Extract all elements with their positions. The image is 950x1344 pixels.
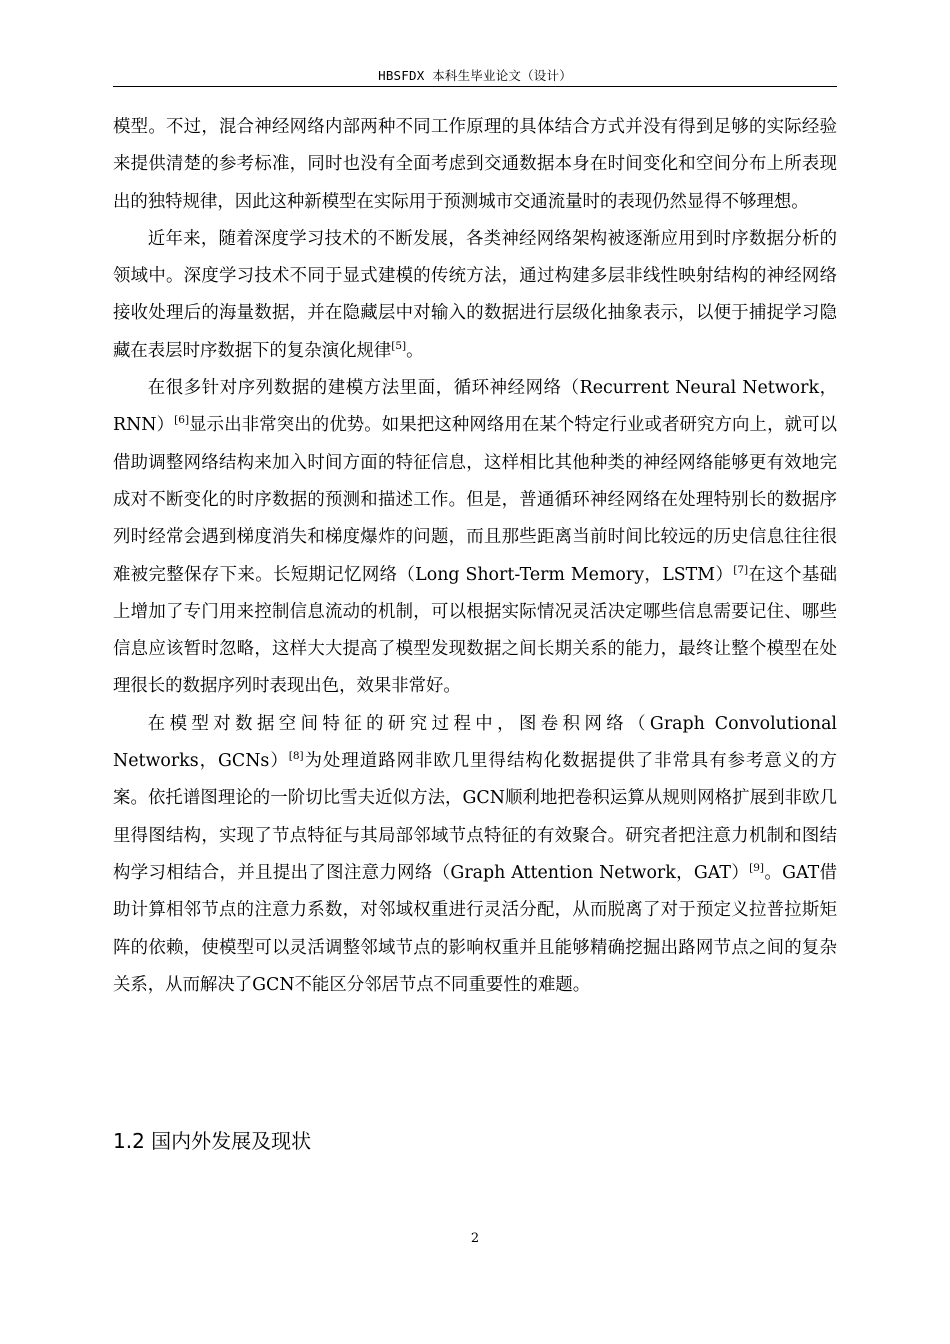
paragraph-2-end: 。 [406,340,424,361]
paragraph-2-text: 近年来，随着深度学习技术的不断发展，各类神经网络架构被逐渐应用到时序数据分析的领域中。深度学习技术不同于显式建模的传统方法，通过构建多层非线性映射结构的神经网络接收处理后的海量数据，并在隐藏层中对输入的数据进行层级化抽象表示，以便于捕捉学习隐藏在表层时序数据下的复杂演化规律 [113,228,837,361]
paragraph-4-text-a: 在模型对数据空间特征的研究过程中，图卷积网络（Graph Convolutional Networks，GCNs） [113,713,837,772]
citation-5: [5] [391,339,407,352]
paragraph-3-text-b: 显示出非常突出的优势。如果把这种网络用在某个特定行业或者研究方向上，就可以借助调整网络结构来加入时间方面的特征信息，这样相比其他种类的神经网络能够更有效地完成对不断变化的时序数据的预测和描述工作。但是，普通循环神经网络在处理特别长的数据序列时经常会遇到梯度消失和梯度爆炸的问题，而且那些距离当前时间比较远的历史信息往往很难被完整保存下来。长短期记忆网络（Long Short-Term Memory，LSTM） [113,415,837,585]
paragraph-1 [113,109,837,221]
paragraph-3 [113,370,837,706]
paragraph-4 [113,706,837,1004]
citation-6: [6] [174,414,190,427]
paragraph-4-text-b: 为处理道路网非欧几里得结构化数据提供了非常具有参考意义的方案。依托谱图理论的一阶切比雪夫近似方法，GCN顺利地把卷积运算从规则网格扩展到非欧几里得图结构，实现了节点特征与其局部邻域节点特征的有效聚合。研究者把注意力机制和图结构学习相结合，并且提出了图注意力网络（Graph Attention Network，GAT） [113,751,837,883]
section-heading: 1.2 国内外发展及现状 [113,1129,312,1153]
paragraph-4-text-c: 。GAT借助计算相邻节点的注意力系数，对邻域权重进行灵活分配，从而脱离了对于预定义拉普拉斯矩阵的依赖，使模型可以灵活调整邻域节点的影响权重并且能够精确挖掘出路网节点之间的复杂关系，从而解决了GCN不能区分邻居节点不同重要性的难题。 [113,862,837,995]
paragraph-3-text-c: 在这个基础上增加了专门用来控制信息流动的机制，可以根据实际情况灵活决定哪些信息需要记住、哪些信息应该暂时忽略，这样大大提高了模型发现数据之间长期关系的能力，最终让整个模型在处理很长的数据序列时表现出色，效果非常好。 [113,564,837,697]
paragraph-1-text: 模型。不过，混合神经网络内部两种不同工作原理的具体结合方式并没有得到足够的实际经验来提供清楚的参考标准，同时也没有全面考虑到交通数据本身在时间变化和空间分布上所表现出的独特规律，因此这种新模型在实际用于预测城市交通流量时的表现仍然显得不够理想。 [113,117,837,212]
paragraph-3-text-a: 在很多针对序列数据的建模方法里面，循环神经网络（Recurrent Neural Network，RNN） [113,378,837,436]
body-text [113,109,837,1004]
citation-9: [9] [749,861,764,874]
paragraph-2 [113,221,837,370]
citation-7: [7] [733,563,749,576]
page-number: 2 [470,1231,480,1246]
citation-8: [8] [288,750,304,763]
running-header: HBSFDX 本科生毕业论文（设计） [378,68,572,83]
header-rule [113,86,837,87]
